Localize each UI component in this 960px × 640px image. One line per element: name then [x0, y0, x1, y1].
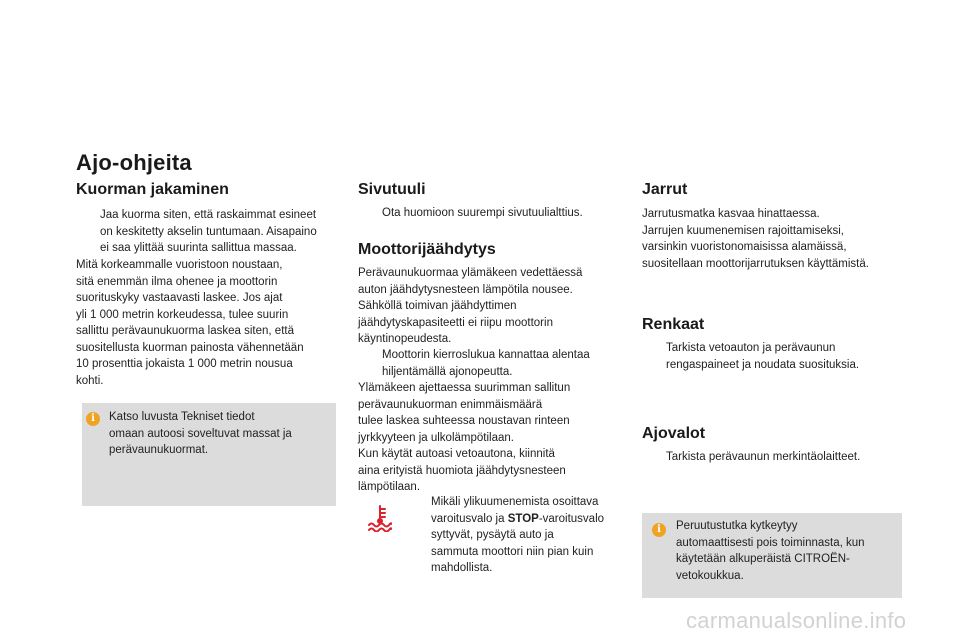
text-line: Moottorin kierroslukua kannattaa alentaa	[382, 349, 590, 361]
text-line: mahdollista.	[431, 562, 493, 574]
text-line: Ylämäkeen ajettaessa suurimman sallitun	[358, 382, 571, 394]
watermark: carmanualsonline.info	[686, 608, 907, 633]
text-line: Jarrutusmatka kasvaa hinattaessa.	[642, 208, 820, 220]
text-line: rengaspaineet ja noudata suosituksia.	[666, 358, 860, 371]
text-span: -varoitusvalo	[538, 512, 605, 525]
text-line: Jarrujen kuumenemisen rajoittamiseksi,	[642, 224, 844, 237]
text-line: 10 prosenttia jokaista 1 000 metrin nousua	[76, 358, 293, 370]
text-line: Peruutustutka kytkeytyy	[676, 520, 798, 532]
heading-tyres: Renkaat	[642, 316, 705, 333]
text-line: aina erityistä huomiota jäähdytysnesteen	[358, 464, 566, 477]
text-line: on keskitetty akselin tuntumaan. Aisapaino	[100, 225, 317, 238]
text-line: tulee laskea suhteessa noustavan rinteen	[358, 415, 570, 427]
text-line: perävaunukuormat.	[109, 444, 209, 456]
text-line: käytetään alkuperäistä CITROËN-	[676, 553, 850, 565]
text-line: perävaunukuorman enimmäismäärä	[358, 398, 543, 411]
note-box-parking-sensor	[642, 513, 902, 598]
overheat-warning-bullet	[407, 494, 637, 577]
text-line: varsinkin vuoristonomaisissa alamäissä,	[642, 241, 847, 253]
text-line: hiljentämällä ajonopeutta.	[382, 365, 513, 378]
note-box-technical-data	[82, 403, 336, 506]
bullet-item	[76, 207, 346, 257]
text-line: sitä enemmän ilma ohenee ja moottorin	[76, 275, 278, 288]
bullet-item	[358, 205, 628, 222]
text-line: jäähdytyskapasiteetti ei riipu moottorin	[358, 316, 553, 329]
page-title: Ajo-ohjeita	[76, 150, 192, 175]
cooling-paragraph	[358, 265, 628, 348]
stop-label: STOP	[507, 512, 539, 525]
uphill-paragraph	[358, 380, 628, 496]
text-line: sammuta moottori niin pian kuin	[431, 545, 594, 558]
bullet-item	[642, 449, 932, 466]
text-line: Kun käytät autoasi vetoautona, kiinnitä	[358, 448, 555, 460]
heading-engine-cooling: Moottorijäähdytys	[358, 241, 496, 258]
heading-brakes: Jarrut	[642, 181, 688, 198]
text-line: Katso luvusta Tekniset tiedot	[109, 411, 255, 423]
engine-speed-bullet	[358, 347, 628, 380]
heading-lights: Ajovalot	[642, 425, 706, 442]
bullet-item	[407, 494, 637, 577]
lights-bullet	[642, 449, 932, 466]
heading-crosswind: Sivutuuli	[358, 181, 426, 198]
info-icon: i	[86, 412, 100, 426]
text-line: Mikäli ylikuumenemista osoittava	[431, 496, 599, 508]
text-line: syttyvät, pysäytä auto ja	[431, 529, 554, 541]
heading-load-distribution: Kuorman jakaminen	[76, 181, 229, 198]
text-line	[431, 511, 637, 528]
crosswind-bullet	[358, 205, 628, 222]
note-text	[109, 409, 331, 459]
text-line: Mitä korkeammalle vuoristoon noustaan,	[76, 259, 283, 271]
text-line: Tarkista perävaunun merkintäolaitteet.	[666, 451, 861, 463]
info-icon: i	[652, 523, 666, 537]
text-line: suositellaan moottorijarrutuksen käyttämistä.	[642, 257, 869, 270]
text-line: auton jäähdytysnesteen lämpötila nousee.	[358, 283, 573, 296]
altitude-paragraph	[76, 257, 346, 389]
text-line: Tarkista vetoauton ja perävaunun	[666, 342, 836, 354]
coolant-temperature-warning-icon	[366, 504, 394, 532]
text-line: Jaa kuorma siten, että raskaimmat esineet	[100, 209, 317, 221]
bullet-item	[358, 347, 628, 380]
text-line: omaan autoosi soveltuvat massat ja	[109, 427, 292, 440]
text-line: yli 1 000 metrin korkeudessa, tulee suurin	[76, 308, 289, 321]
text-line: suorituskyky vastaavasti laskee. Jos ajat	[76, 292, 283, 304]
text-line: suositellusta kuorman painosta vähennetään	[76, 341, 304, 354]
note-text	[676, 518, 898, 584]
text-span: varoitusvalo ja	[431, 512, 508, 525]
text-line: Perävaunukuormaa ylämäkeen vedettäessä	[358, 267, 583, 279]
text-line: kohti.	[76, 374, 104, 387]
text-line: jyrkkyyteen ja ulkolämpötilaan.	[358, 431, 514, 444]
text-line: ei saa ylittää suurinta sallittua massaa.	[100, 242, 297, 254]
text-line: käyntinopeudesta.	[358, 333, 452, 345]
text-line: lämpötilaan.	[358, 481, 421, 493]
text-line: sallittu perävaunukuorma laskea siten, että	[76, 325, 294, 337]
tyres-bullet	[642, 340, 932, 373]
text-line: Ota huomioon suurempi sivutuulialttius.	[382, 207, 583, 219]
text-line: vetokoukkua.	[676, 569, 744, 582]
load-bullet	[76, 207, 346, 257]
brakes-paragraph	[642, 206, 932, 272]
bullet-item	[642, 340, 932, 373]
text-line: automaattisesti pois toiminnasta, kun	[676, 536, 865, 549]
text-line: Sähköllä toimivan jäähdyttimen	[358, 300, 517, 312]
